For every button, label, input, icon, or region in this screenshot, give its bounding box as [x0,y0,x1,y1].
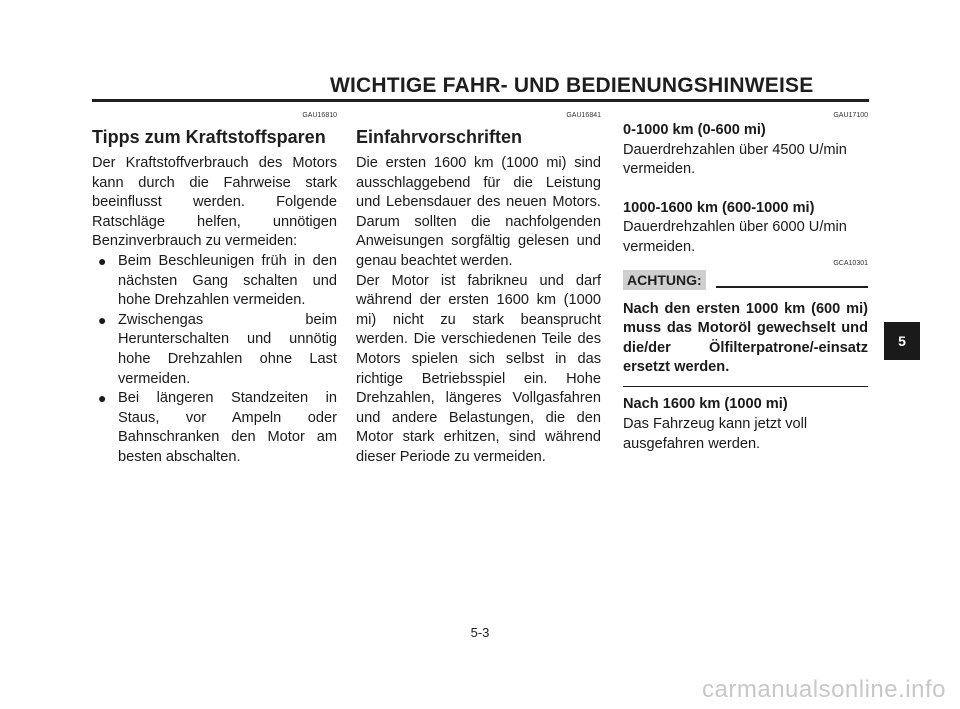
bullet-icon: ● [98,390,107,407]
tips-list [92,252,337,468]
caution-rule [716,286,868,288]
section-title: Einfahrvorschriften [356,127,523,147]
caution-label: ACHTUNG: [623,270,706,290]
stage-heading: Nach 1600 km (1000 mi) [623,396,788,413]
page-header-title: WICHTIGE FAHR- UND BEDIENUNGSHINWEISE [330,74,814,97]
chapter-tab: 5 [884,322,920,360]
paragraph: Die ersten 1600 km (1000 mi) sind ausschlaggebend für die Leistung und Lebensdauer des neuen Motors. Darum sollten die nachfolgenden Anweisungen sorgfältig gelesen und genau beachtet werden. [356,155,601,269]
list-item [92,252,337,311]
caution-text: Nach den ersten 1000 km (600 mi) muss das Motoröl gewechselt und die/der Ölfilterpatrone/-einsatz ersetzt werden. [623,300,868,376]
paragraph: Der Motor ist fabrikneu und darf während der ersten 1600 km (1000 mi) nicht zu stark beansprucht werden. Die verschiedenen Teile des Motors spielen sich selbst in das richtige Betriebsspiel ein. Hohe Drehzahlen, längeres Vollgasfahren und andere Belastungen, die den Motor stark erhitzen, sind während dieser Periode zu vermeiden. [356,272,601,465]
list-item-text: Zwischengas beim Herunterschalten und unnötig hohe Drehzahlen ohne Last vermeiden. [118,311,337,387]
caution-end-rule [623,386,868,388]
caution-header [623,259,868,290]
paragraph: Dauerdrehzahlen über 4500 U/min vermeiden. [623,141,847,178]
list-item-text: Bei längeren Standzeiten in Staus, vor Ampeln oder Bahnschranken den Motor am besten abschalten. [118,390,337,465]
bullet-icon: ● [98,252,107,269]
bullet-icon: ● [98,311,107,328]
section-code: GAU16810 [302,112,337,119]
section-code: GAU16841 [566,112,601,119]
intro-paragraph: Der Kraftstoffverbrauch des Motors kann durch die Fahrweise stark beeinflusst werden. Folgende Ratschläge helfen, unnötigen Benzinverbrauch zu vermeiden: [92,155,337,250]
section-title: Tipps zum Kraftstoffsparen [92,127,326,147]
section-code: GAU17100 [833,112,868,119]
header-rule [92,99,869,102]
caution-code: GCA10301 [833,259,868,267]
paragraph: Das Fahrzeug kann jetzt voll ausgefahren werden. [623,416,808,452]
list-item [92,389,337,467]
stage-heading: 0-1000 km (0-600 mi) [623,122,766,138]
list-item-text: Beim Beschleunigen früh in den nächsten Gang schalten und hohe Drehzahlen vermeiden. [118,252,337,309]
column-fuel-saving [92,111,337,468]
column-break-in [356,111,601,468]
paragraph: Dauerdrehzahlen über 6000 U/min vermeiden. [623,219,847,255]
page-number: 5-3 [470,625,490,640]
column-break-in-stages [623,111,868,454]
watermark: carmanualsonline.info [702,676,946,703]
list-item [92,311,337,389]
stage-heading: 1000-1600 km (600-1000 mi) [623,199,815,216]
spacer [623,180,868,199]
